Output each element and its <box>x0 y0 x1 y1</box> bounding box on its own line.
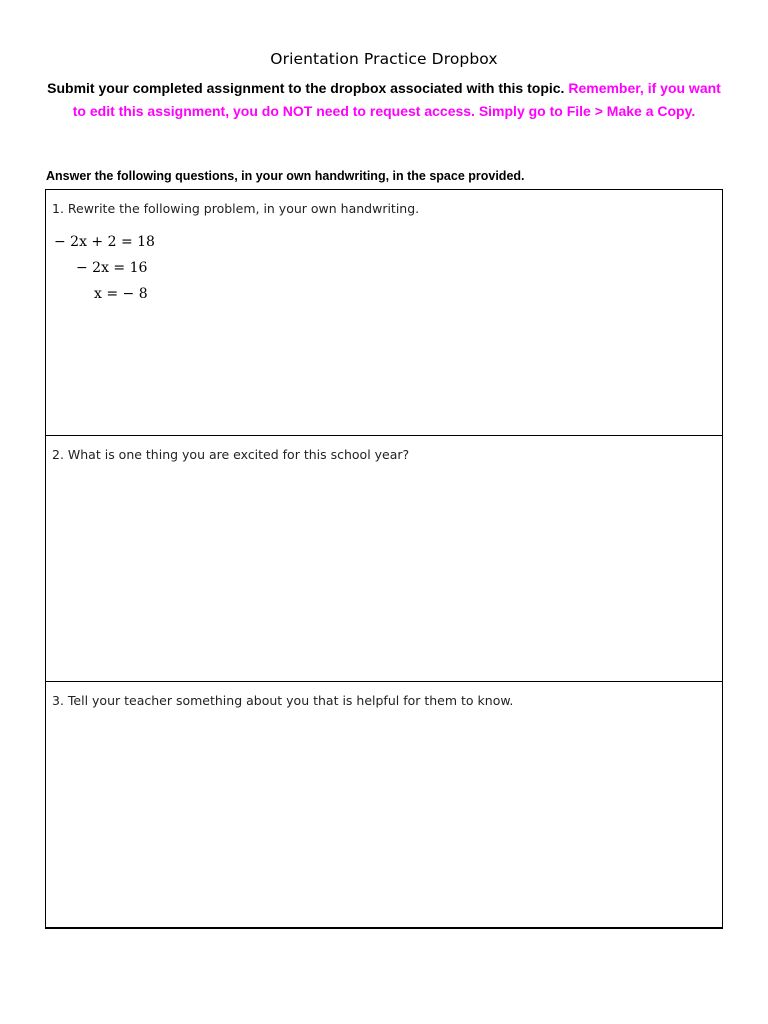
question-3-label: 3. Tell your teacher something about you that is helpful for them to know. <box>52 693 514 708</box>
question-row-2 <box>46 436 723 682</box>
instructions-main-text: Submit your completed assignment to the dropbox associated with this topic. <box>47 80 565 96</box>
question-row-1 <box>46 190 723 436</box>
submission-instructions <box>40 77 728 122</box>
math-problem <box>46 216 722 306</box>
questions-table <box>45 189 723 929</box>
page-title: Orientation Practice Dropbox <box>270 50 498 68</box>
math-line-2: − 2x = 16 <box>76 260 148 276</box>
math-line-1: − 2x + 2 = 18 <box>54 234 155 250</box>
answer-box-2[interactable] <box>46 436 723 682</box>
answer-prompt: Answer the following questions, in your own handwriting, in the space provided. <box>46 169 525 183</box>
answer-box-1[interactable] <box>46 190 723 436</box>
math-line-3: x = − 8 <box>94 286 148 302</box>
question-1-label: 1. Rewrite the following problem, in your own handwriting. <box>52 201 420 216</box>
answer-box-3[interactable] <box>46 682 723 929</box>
question-2-label: 2. What is one thing you are excited for this school year? <box>52 447 410 462</box>
instructions-highlight-text: Remember, if you want to edit this assignment, you do NOT need to request access. Simply go to File > Make a Copy. <box>72 80 721 119</box>
question-row-3 <box>46 682 723 929</box>
